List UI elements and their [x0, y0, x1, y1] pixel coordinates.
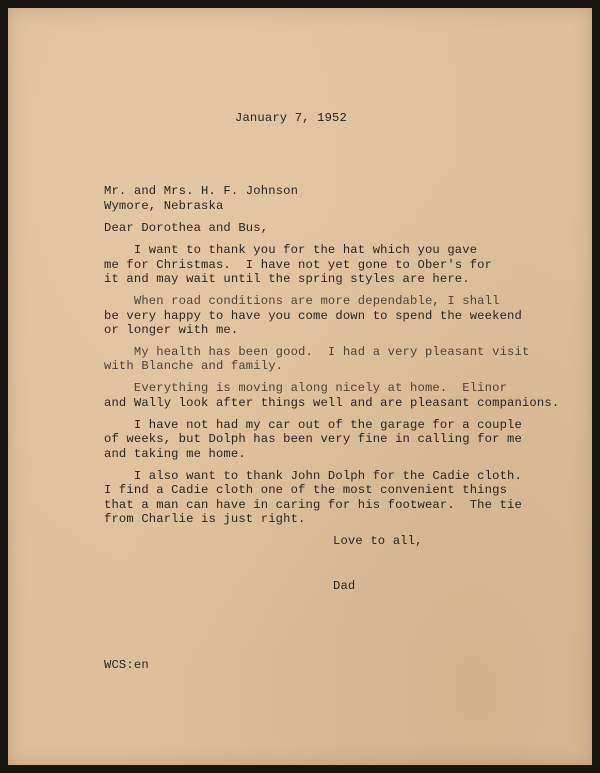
paragraph-6-line-2: I find a Cadie cloth one of the most convenient things: [104, 483, 508, 497]
paragraph-1-line-2: me for Christmas. I have not yet gone to Ober's for: [104, 258, 493, 272]
paragraph-6-line-3: that a man can have in caring for his footwear. The tie: [104, 498, 522, 512]
paragraph-3-line-2: with Blanche and family.: [104, 359, 284, 373]
paragraph-4-line-1: Everything is moving along nicely at home. Elinor: [104, 381, 508, 395]
paragraph-2-line-3: or longer with me.: [104, 323, 239, 337]
paragraph-5-line-3: and taking me home.: [104, 447, 246, 461]
letter-date: January 7, 1952: [235, 111, 347, 125]
signature: Dad: [333, 579, 356, 593]
paragraph-5-line-2: of weeks, but Dolph has been very fine in calling for me: [104, 432, 522, 446]
paragraph-1-line-1: I want to thank you for the hat which you gave: [104, 243, 478, 257]
typist-reference: WCS:en: [104, 658, 149, 672]
paragraph-2-line-1: When road conditions are more dependable, I shall: [104, 294, 500, 308]
paragraph-2-line-2: be very happy to have you come down to spend the weekend: [104, 309, 522, 323]
paragraph-6-line-1: I also want to thank John Dolph for the Cadie cloth.: [104, 469, 522, 483]
paragraph-6-line-4: from Charlie is just right.: [104, 512, 306, 526]
salutation: Dear Dorothea and Bus,: [104, 221, 269, 235]
recipient-name: Mr. and Mrs. H. F. Johnson: [104, 184, 299, 198]
paragraph-3-line-1: My health has been good. I had a very pleasant visit: [104, 345, 530, 359]
letter-page: [8, 8, 592, 765]
paragraph-5-line-1: I have not had my car out of the garage for a couple: [104, 418, 522, 432]
recipient-city: Wymore, Nebraska: [104, 199, 224, 213]
paragraph-1-line-3: it and may wait until the spring styles are here.: [104, 272, 470, 286]
closing: Love to all,: [333, 534, 423, 548]
paragraph-4-line-2: and Wally look after things well and are pleasant companions.: [104, 396, 560, 410]
